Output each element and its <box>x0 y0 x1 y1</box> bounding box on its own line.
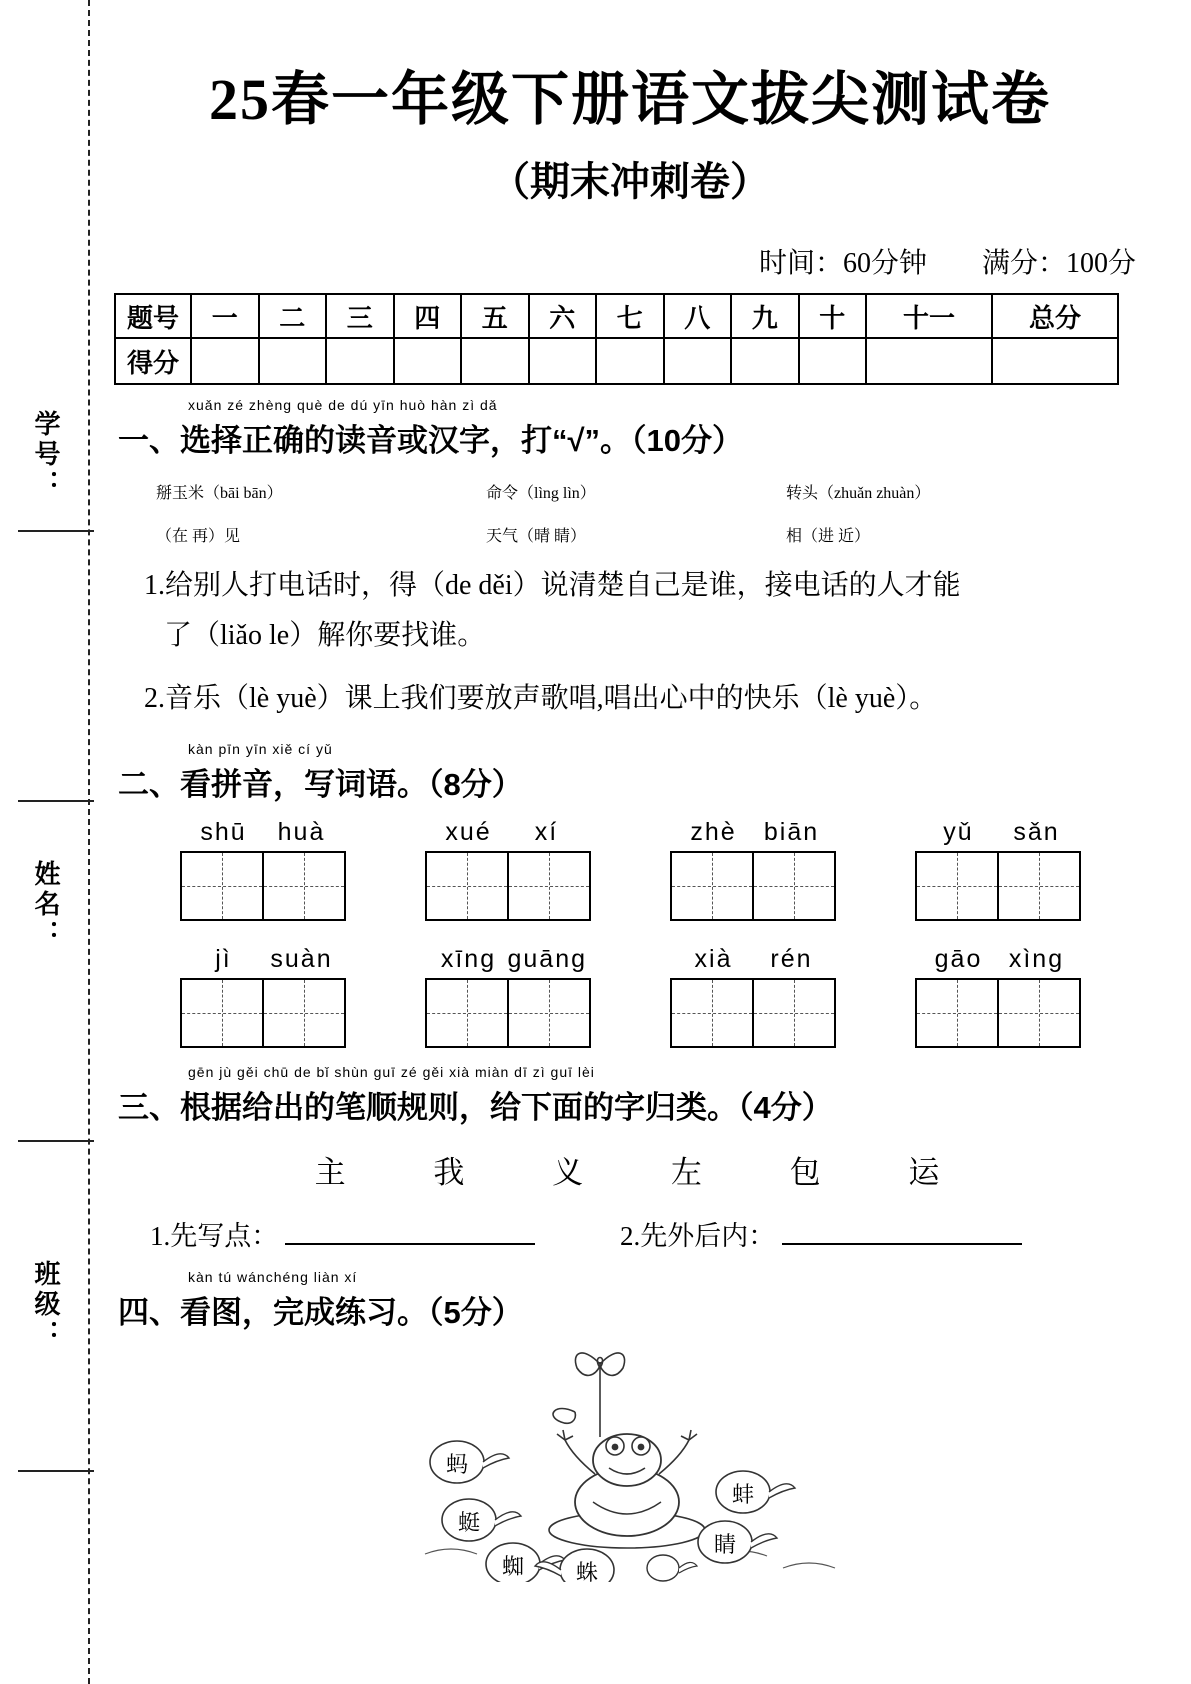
classify-blank-2 <box>620 1214 1090 1253</box>
tadpole-group <box>698 1521 777 1563</box>
tadpole-group <box>716 1471 795 1513</box>
section-2-pinyin: kàn pīn yīn xiě cí yǔ <box>188 740 333 757</box>
section-1-heading: 一、选择正确的读音或汉字，打“√”。（10分） <box>118 423 743 458</box>
score-col-6: 六 <box>529 294 597 338</box>
section-4-heading: 四、看图，完成练习。（5分） <box>118 1294 523 1330</box>
frog-scene-svg <box>395 1342 865 1582</box>
classify-label-1: 1.先写点： <box>150 1220 279 1251</box>
exam-duration: 时间：60分钟 <box>758 248 927 279</box>
classify-blank-1 <box>150 1214 620 1253</box>
pinyin-syllable: huà <box>277 817 326 846</box>
section-1-heading-wrap <box>100 397 1160 460</box>
classify-answer-row <box>100 1214 1160 1253</box>
tianzige-box[interactable] <box>425 978 591 1048</box>
seal-field-class: 班级： <box>31 1260 61 1350</box>
score-col-7: 七 <box>596 294 664 338</box>
choice-item[interactable]: 掰玉米（bāi bān） <box>156 485 283 502</box>
choice-row-1 <box>100 480 1160 503</box>
question-1-text-cont[interactable]: 了（liǎo le）解你要找谁。 <box>164 620 486 652</box>
tianzige-box[interactable] <box>670 851 836 921</box>
section-4-pinyin: kàn tú wánchéng liàn xí <box>188 1268 358 1285</box>
score-table <box>114 293 1119 385</box>
pinyin-word-block <box>168 945 358 1048</box>
character-item: 我 <box>433 1154 471 1190</box>
exam-meta <box>100 241 1160 281</box>
tianzige-box[interactable] <box>915 851 1081 921</box>
pinyin-syllable: xià <box>694 944 733 973</box>
choice-row-2 <box>100 523 1160 546</box>
section-3-pinyin: gēn jù gěi chū de bǐ shùn guī zé gěi xià miàn dī zì guī lèi <box>188 1063 595 1080</box>
score-col-1: 一 <box>191 294 259 338</box>
score-cell[interactable] <box>992 338 1118 384</box>
score-cell[interactable] <box>664 338 732 384</box>
choice-item[interactable]: 转头（zhuǎn zhuàn） <box>786 485 931 502</box>
pinyin-syllable: jì <box>215 944 232 973</box>
page-subtitle: （期末冲刺卷） <box>490 159 770 204</box>
seal-divider <box>18 1470 94 1472</box>
character-item: 主 <box>314 1154 352 1190</box>
character-item: 包 <box>789 1154 827 1190</box>
tianzige-box[interactable] <box>425 851 591 921</box>
seal-area <box>18 380 78 1540</box>
tadpole-char: 蚌 <box>731 1481 755 1507</box>
section-4 <box>100 1268 1160 1582</box>
section-2-heading-wrap <box>100 740 1160 804</box>
pinyin-grid-row-2 <box>100 945 1160 1048</box>
pinyin-label <box>413 945 603 974</box>
choice-item[interactable]: （在 再）见 <box>156 528 241 545</box>
pinyin-label <box>658 818 848 847</box>
frog-head <box>593 1434 661 1486</box>
pinyin-syllable: yǔ <box>943 817 974 846</box>
score-cell[interactable] <box>731 338 799 384</box>
pinyin-label <box>413 818 603 847</box>
score-col-9: 九 <box>731 294 799 338</box>
score-cell[interactable] <box>259 338 327 384</box>
tadpole-char: 蛛 <box>575 1559 599 1582</box>
pinyin-label <box>903 945 1093 974</box>
seal-divider <box>18 1140 94 1142</box>
section-2 <box>100 740 1160 1048</box>
pinyin-label <box>168 818 358 847</box>
frog-illustration <box>100 1342 1160 1582</box>
pinyin-syllable: rén <box>770 944 813 973</box>
score-cell[interactable] <box>799 338 867 384</box>
pinyin-syllable: xìng <box>1008 944 1065 973</box>
section-3 <box>100 1063 1160 1253</box>
pinyin-label <box>168 945 358 974</box>
character-item: 义 <box>552 1154 590 1190</box>
seal-field-student-id: 学号： <box>31 410 61 500</box>
score-col-10: 十 <box>799 294 867 338</box>
seal-divider <box>18 800 94 802</box>
section-4-heading-wrap <box>100 1268 1160 1332</box>
table-row-header <box>115 294 1118 338</box>
pinyin-grid-row-1 <box>100 818 1160 921</box>
score-cell[interactable] <box>394 338 462 384</box>
answer-blank[interactable] <box>285 1217 535 1245</box>
answer-blank[interactable] <box>782 1217 1022 1245</box>
section-1-pinyin: xuǎn zé zhèng què de dú yīn huò hàn zì dǎ <box>188 397 498 413</box>
score-cell[interactable] <box>596 338 664 384</box>
seal-dashed-line <box>88 0 90 1684</box>
character-list <box>100 1147 1160 1192</box>
score-cell[interactable] <box>461 338 529 384</box>
tadpole-group <box>442 1499 521 1541</box>
score-cell[interactable] <box>866 338 992 384</box>
tianzige-box[interactable] <box>915 978 1081 1048</box>
score-col-total: 总分 <box>992 294 1118 338</box>
score-col-11: 十一 <box>866 294 992 338</box>
pinyin-syllable: xué <box>445 817 492 846</box>
score-col-3: 三 <box>326 294 394 338</box>
classify-label-2: 2.先外后内： <box>620 1220 776 1251</box>
tadpole-char: 蚂 <box>445 1451 469 1477</box>
pinyin-word-block <box>413 818 603 921</box>
tadpole-char: 蜘 <box>501 1553 525 1579</box>
pinyin-syllable: xīng <box>440 944 497 973</box>
tadpole-group <box>430 1441 509 1483</box>
pinyin-word-block <box>168 818 358 921</box>
section-1 <box>100 397 1160 721</box>
question-1-text[interactable]: 1.给别人打电话时，得（de děi）说清楚自己是谁，接电话的人才能 <box>144 570 961 601</box>
choice-item[interactable]: 命令（lìng lìn） <box>486 485 596 502</box>
choice-item[interactable]: 相（进 近） <box>786 528 871 545</box>
page-title: 25春一年级下册语文拔尖测试卷 <box>208 67 1051 132</box>
score-col-2: 二 <box>259 294 327 338</box>
paper-content <box>100 0 1160 1582</box>
pinyin-label <box>658 945 848 974</box>
tadpole-plain <box>647 1555 697 1581</box>
pinyin-syllable: shū <box>200 817 247 846</box>
pinyin-word-block <box>413 945 603 1048</box>
pinyin-syllable: gāo <box>934 944 983 973</box>
section-2-heading: 二、看拼音，写词语。（8分） <box>118 766 523 802</box>
section-3-heading: 三、根据给出的笔顺规则，给下面的字归类。（4分） <box>118 1089 833 1125</box>
table-row-score <box>115 338 1118 384</box>
score-col-8: 八 <box>664 294 732 338</box>
tadpole-group <box>486 1543 565 1582</box>
tianzige-box[interactable] <box>180 978 346 1048</box>
pinyin-syllable: guāng <box>507 944 588 973</box>
exam-full-score: 满分：100分 <box>981 248 1136 279</box>
tadpole-char: 睛 <box>713 1531 737 1557</box>
choice-item[interactable]: 天气（晴 睛） <box>486 528 587 545</box>
score-col-5: 五 <box>461 294 529 338</box>
score-cell[interactable] <box>191 338 259 384</box>
pinyin-word-block <box>903 818 1093 921</box>
score-table-row-label: 得分 <box>115 338 191 384</box>
pinyin-syllable: biān <box>763 817 820 846</box>
tianzige-box[interactable] <box>670 978 836 1048</box>
score-col-4: 四 <box>394 294 462 338</box>
pinyin-label <box>903 818 1093 847</box>
pinyin-word-block <box>658 818 848 921</box>
tadpole-char: 蜓 <box>457 1509 481 1535</box>
seal-field-name: 姓名： <box>31 860 61 950</box>
question-2-text[interactable]: 2.音乐（lè yuè）课上我们要放声歌唱,唱出心中的快乐（lè yuè）。 <box>144 683 938 715</box>
section-3-heading-wrap <box>100 1063 1160 1127</box>
score-table-row-label: 题号 <box>115 294 191 338</box>
seal-divider <box>18 530 94 532</box>
tadpole-group <box>535 1549 614 1582</box>
score-cell[interactable] <box>326 338 394 384</box>
pinyin-syllable: sǎn <box>1013 817 1060 846</box>
pinyin-word-block <box>903 945 1093 1048</box>
pinyin-syllable: xí <box>534 817 559 846</box>
score-cell[interactable] <box>529 338 597 384</box>
pinyin-syllable: zhè <box>690 817 737 846</box>
pinyin-syllable: suàn <box>270 944 333 973</box>
character-item: 运 <box>908 1154 946 1190</box>
character-item: 左 <box>670 1154 708 1190</box>
tianzige-box[interactable] <box>180 851 346 921</box>
pinyin-word-block <box>658 945 848 1048</box>
